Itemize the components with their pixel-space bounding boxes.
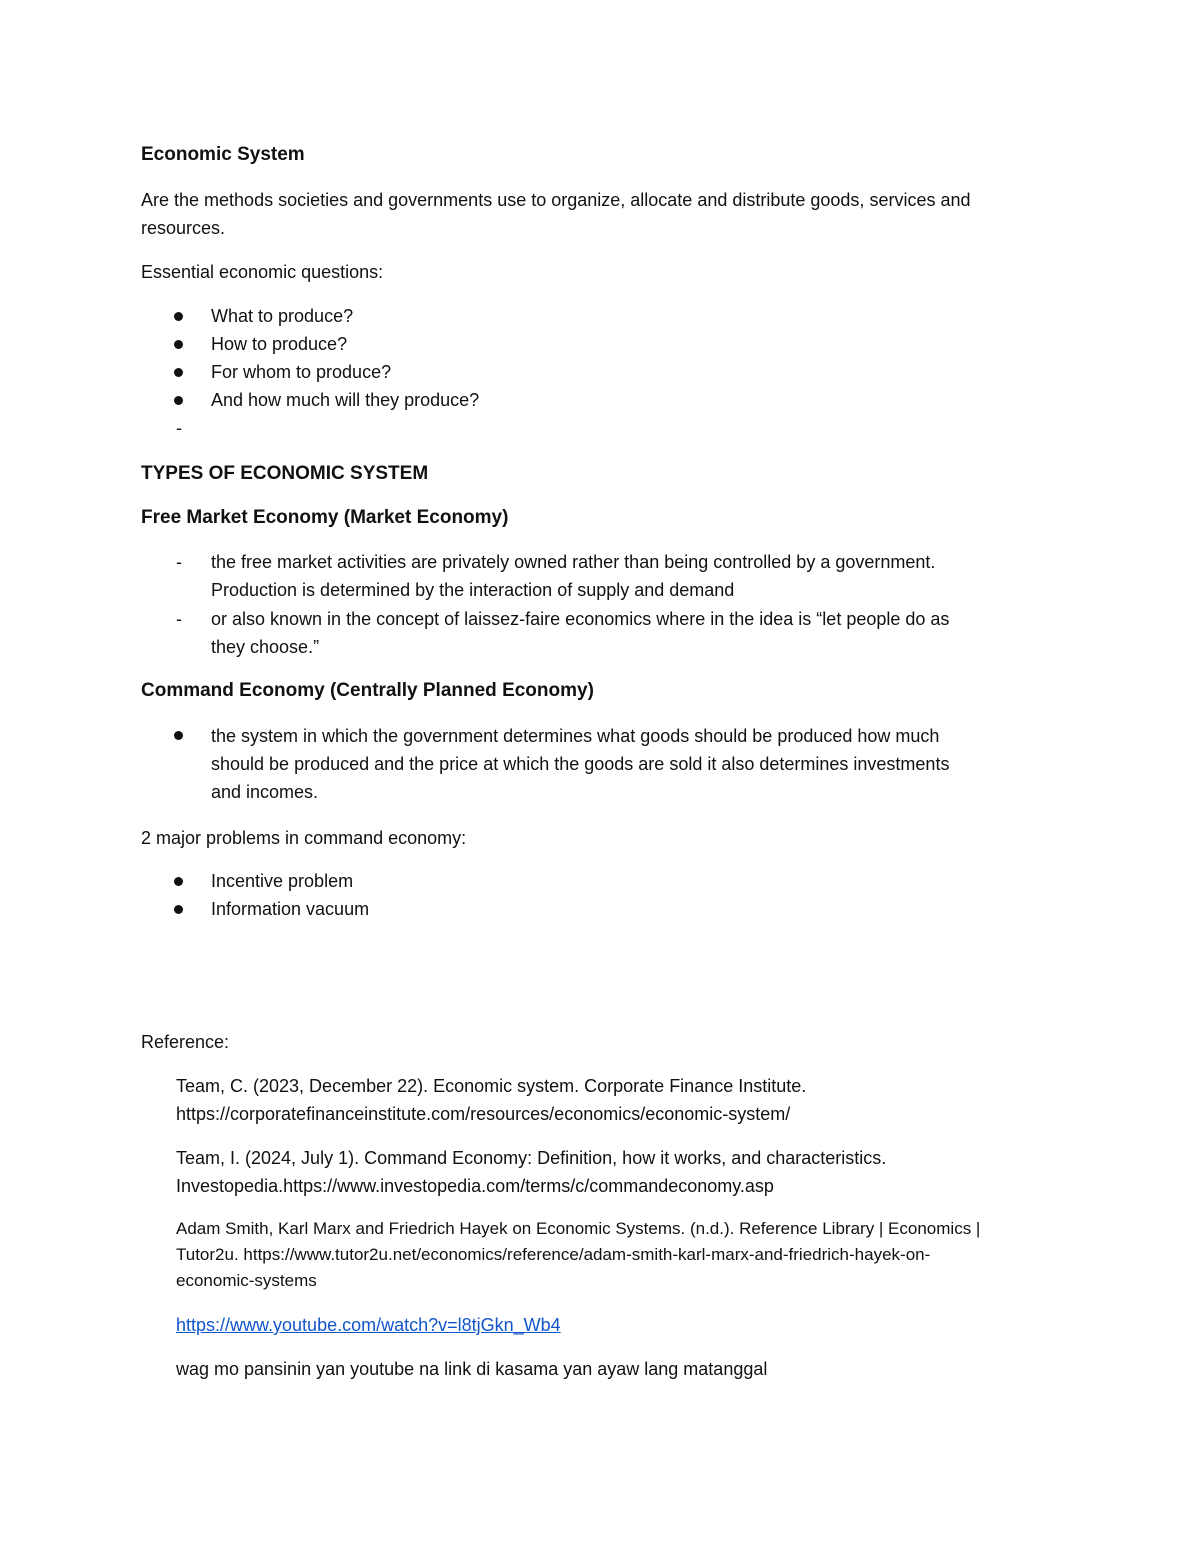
bullet-icon: [174, 877, 183, 886]
definition-line-2: resources.: [141, 218, 226, 238]
command-item-line: the system in which the government determines what goods should be produced how much: [211, 726, 940, 746]
problem-item: Information vacuum: [211, 899, 370, 919]
problem-item: Incentive problem: [211, 871, 354, 891]
bullet-icon: [174, 368, 183, 377]
bullet-icon: [174, 340, 183, 349]
problems-heading: 2 major problems in command economy:: [141, 828, 467, 848]
bullet-icon: [174, 396, 183, 405]
reference-entry-line: economic-systems: [176, 1271, 317, 1290]
command-item-line: and incomes.: [211, 782, 319, 802]
questions-heading: Essential economic questions:: [141, 262, 384, 282]
command-heading: Command Economy (Centrally Planned Economy): [141, 680, 594, 701]
free-market-item-line: the free market activities are privately owned rather than being controlled by a government.: [211, 552, 936, 572]
free-market-heading: Free Market Economy (Market Economy): [141, 507, 509, 528]
question-item: For whom to produce?: [211, 362, 392, 382]
document-title: Economic System: [141, 144, 305, 165]
reference-entry-line: Team, C. (2023, December 22). Economic system. Corporate Finance Institute.: [176, 1076, 807, 1096]
free-market-item-line: they choose.”: [211, 637, 320, 657]
bullet-icon: [174, 731, 183, 740]
reference-entry-line: Adam Smith, Karl Marx and Friedrich Hayek on Economic Systems. (n.d.). Reference Library | Economics |: [176, 1219, 981, 1238]
free-market-item-line: Production is determined by the interaction of supply and demand: [211, 580, 735, 600]
question-item: And how much will they produce?: [211, 390, 480, 410]
question-item: What to produce?: [211, 306, 354, 326]
dash-bullet: -: [176, 552, 182, 572]
bullet-icon: [174, 905, 183, 914]
note-text: wag mo pansinin yan youtube na link di kasama yan ayaw lang matanggal: [176, 1359, 768, 1379]
reference-heading: Reference:: [141, 1032, 230, 1052]
command-item-line: should be produced and the price at which the goods are sold it also determines investments: [211, 754, 950, 774]
free-market-item-line: or also known in the concept of laissez-faire economics where in the idea is “let people do as: [211, 609, 950, 629]
reference-entry-line: Investopedia.https://www.investopedia.com/terms/c/commandeconomy.asp: [176, 1176, 774, 1196]
dash-bullet: -: [176, 609, 182, 629]
trailing-dash: -: [176, 418, 182, 438]
definition-line-1: Are the methods societies and governments use to organize, allocate and distribute goods, services and: [141, 190, 971, 210]
reference-entry-line: https://corporatefinanceinstitute.com/resources/economics/economic-system/: [176, 1104, 791, 1124]
types-heading: TYPES OF ECONOMIC SYSTEM: [141, 463, 429, 484]
reference-entry-line: Tutor2u. https://www.tutor2u.net/economics/reference/adam-smith-karl-marx-and-friedrich-hayek-on-: [176, 1245, 931, 1264]
bullet-icon: [174, 312, 183, 321]
question-item: How to produce?: [211, 334, 348, 354]
youtube-link[interactable]: https://www.youtube.com/watch?v=l8tjGkn_Wb4: [176, 1315, 561, 1335]
reference-entry-line: Team, I. (2024, July 1). Command Economy: Definition, how it works, and characteristics.: [176, 1148, 887, 1168]
